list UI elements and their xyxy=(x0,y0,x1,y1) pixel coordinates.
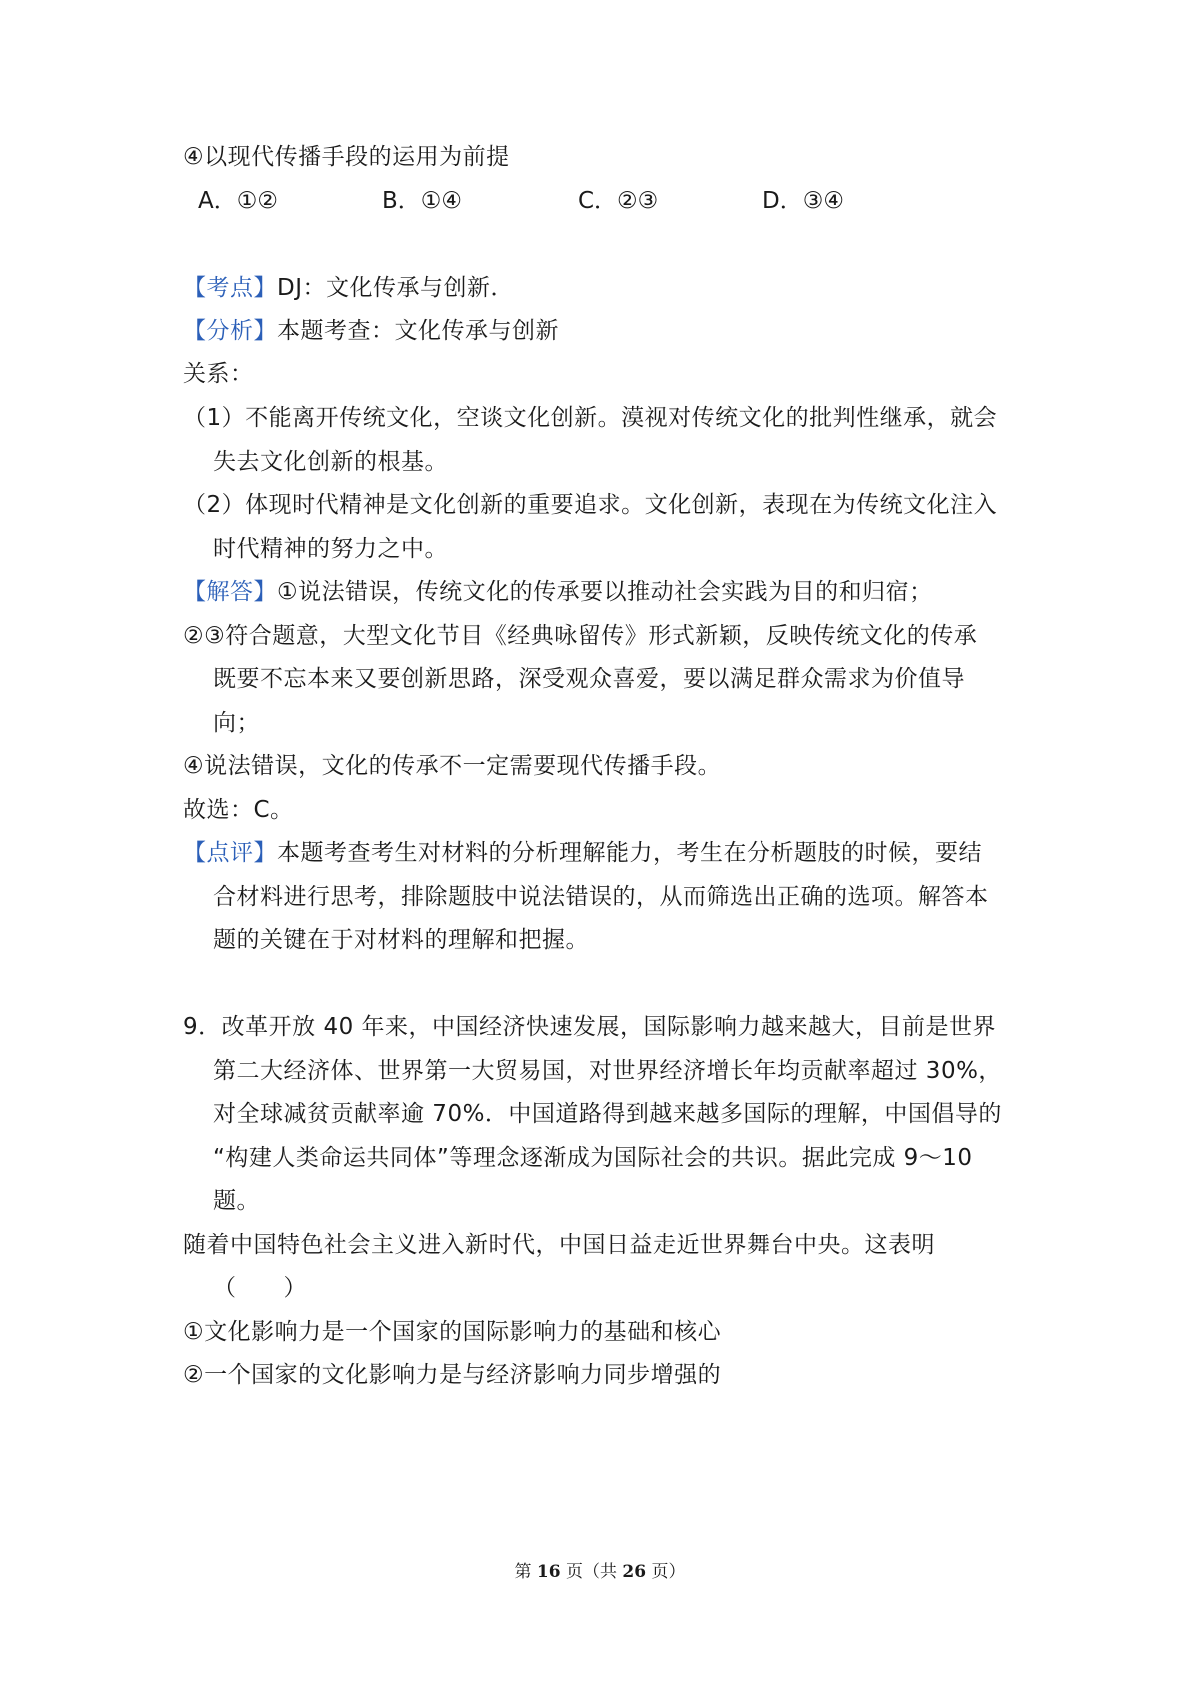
footer-page-number: 16 xyxy=(536,1562,561,1582)
footer-middle: 页（共 xyxy=(560,1562,623,1582)
dianping-line xyxy=(183,838,982,868)
question-9-line-4: “构建人类命运共同体”等理念逐渐成为国际社会的共识。据此完成 9～10 xyxy=(213,1145,973,1171)
question-9-line-1: 9．改革开放 40 年来，中国经济快速发展，国际影响力越来越大，目前是世界 xyxy=(183,1014,997,1040)
dianping-line-1: 本题考查考生对材料的分析理解能力，考生在分析题肢的时候，要结 xyxy=(277,840,982,866)
answer-23-line-1: ②③符合题意，大型文化节目《经典咏留传》形式新颖，反映传统文化的传承 xyxy=(183,623,978,649)
guxuan: 故选：C。 xyxy=(183,797,294,823)
fenxi-tag: 【分析】 xyxy=(183,318,277,344)
question-item-1: ①文化影响力是一个国家的国际影响力的基础和核心 xyxy=(183,1319,722,1345)
question-9-line-5: 题。 xyxy=(213,1188,260,1214)
footer-prefix: 第 xyxy=(514,1562,537,1582)
answer-23-line-2: 既要不忘本来又要创新思路，深受观众喜爱，要以满足群众需求为价值导 xyxy=(213,666,965,692)
fenxi-line xyxy=(183,316,559,346)
question-item-2: ②一个国家的文化影响力是与经济影响力同步增强的 xyxy=(183,1362,722,1388)
option-a: A．①② xyxy=(198,188,278,214)
jieda-tag: 【解答】 xyxy=(183,579,277,605)
footer-total-pages: 26 xyxy=(622,1562,647,1582)
jieda-line xyxy=(183,577,933,607)
relation-1-line-1: （1）不能离开传统文化，空谈文化创新。漠视对传统文化的批判性继承，就会 xyxy=(183,405,998,431)
jieda-text: ①说法错误，传统文化的传承要以推动社会实践为目的和归宿； xyxy=(277,579,933,605)
question-9-line-3: 对全球减贫贡献率逾 70%．中国道路得到越来越多国际的理解，中国倡导的 xyxy=(213,1101,1002,1127)
option-b: B．①④ xyxy=(382,188,463,214)
question-stem-line-1: 随着中国特色社会主义进入新时代，中国日益走近世界舞台中央。这表明 xyxy=(183,1232,935,1258)
question-stem-line-2: （ ） xyxy=(213,1275,307,1301)
guanxi-label: 关系： xyxy=(183,361,254,387)
answer-23-line-3: 向； xyxy=(213,710,260,736)
relation-2-line-2: 时代精神的努力之中。 xyxy=(213,536,448,562)
kaodian-text: DJ：文化传承与创新． xyxy=(277,275,514,301)
page-footer xyxy=(0,1557,1200,1582)
dianping-line-3: 题的关键在于对材料的理解和把握。 xyxy=(213,927,589,953)
footer-suffix: 页） xyxy=(646,1562,686,1582)
kaodian-tag: 【考点】 xyxy=(183,275,277,301)
relation-2-line-1: （2）体现时代精神是文化创新的重要追求。文化创新，表现在为传统文化注入 xyxy=(183,492,998,518)
dianping-tag: 【点评】 xyxy=(183,840,277,866)
answer-4: ④说法错误，文化的传承不一定需要现代传播手段。 xyxy=(183,753,722,779)
dianping-line-2: 合材料进行思考，排除题肢中说法错误的，从而筛选出正确的选项。解答本 xyxy=(213,884,989,910)
fenxi-text: 本题考查：文化传承与创新 xyxy=(277,318,559,344)
option-c: C．②③ xyxy=(578,188,659,214)
kaodian-line xyxy=(183,273,514,303)
relation-1-line-2: 失去文化创新的根基。 xyxy=(213,449,448,475)
option-d: D．③④ xyxy=(762,188,844,214)
prev-question-item-4: ④以现代传播手段的运用为前提 xyxy=(183,144,510,170)
question-9-line-2: 第二大经济体、世界第一大贸易国，对世界经济增长年均贡献率超过 30%， xyxy=(213,1058,1002,1084)
